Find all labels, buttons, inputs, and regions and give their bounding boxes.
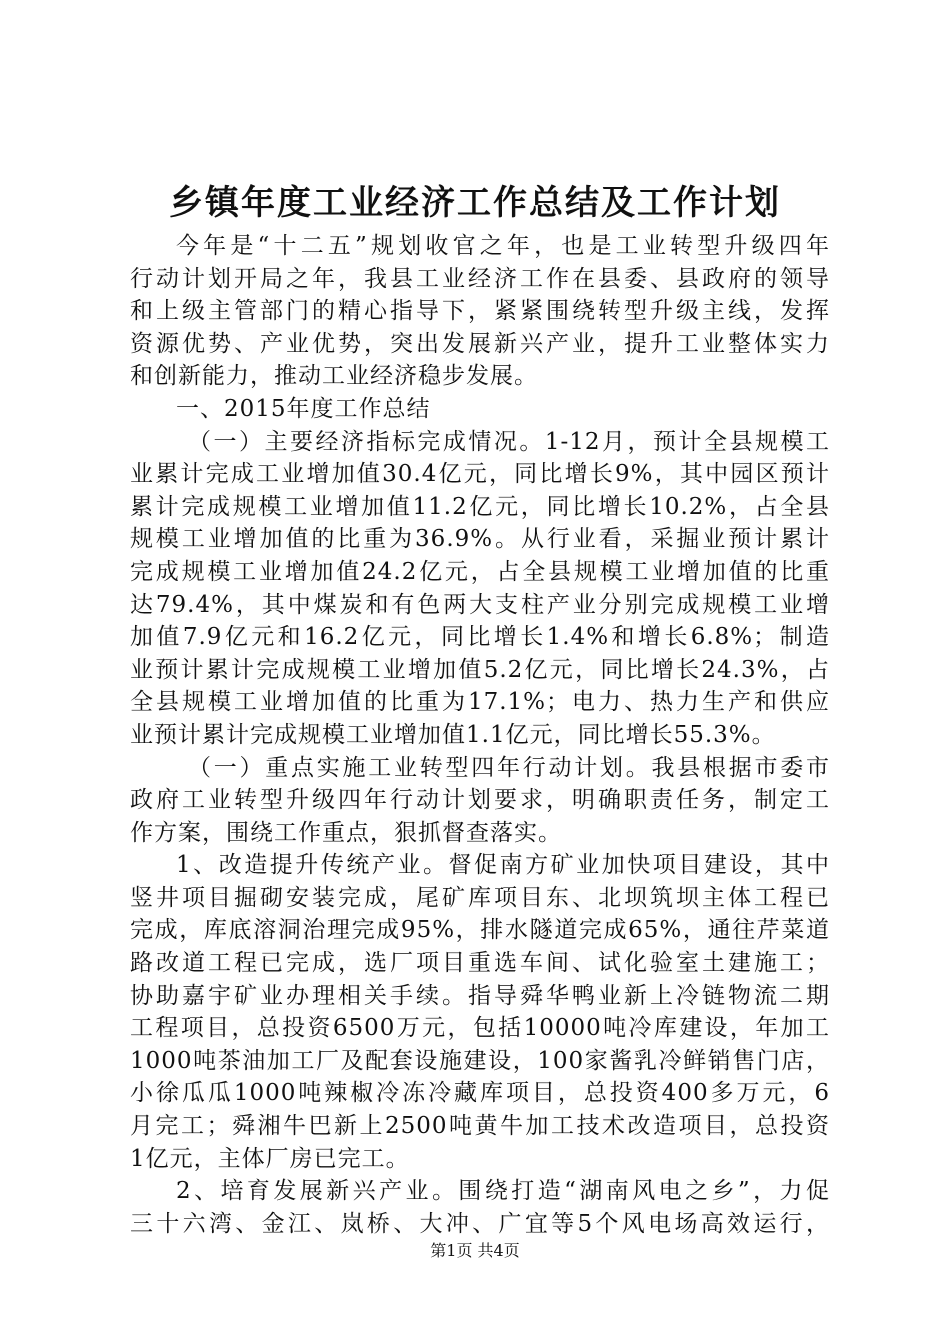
paragraph-line: 2、培育发展新兴产业。围绕打造“湖南风电之乡”，力促 bbox=[176, 1178, 830, 1205]
paragraph-line: 协助嘉宇矿业办理相关手续。指导舜华鸭业新上冷链物流二期 bbox=[130, 982, 830, 1009]
paragraph-line: 月完工；舜湘牛巴新上2500吨黄牛加工技术改造项目，总投资 bbox=[130, 1113, 830, 1140]
paragraph-line: 业预计累计完成规模工业增加值5.2亿元，同比增长24.3%，占 bbox=[130, 656, 830, 683]
document-title: 乡镇年度工业经济工作总结及工作计划 bbox=[169, 183, 781, 223]
paragraph-line: 路改道工程已完成，选厂项目重选车间、试化验室土建施工； bbox=[130, 950, 830, 977]
page-number: 第1页 共4页 bbox=[430, 1241, 520, 1260]
paragraph-line: 三十六湾、金江、岚桥、大冲、广宜等5个风电场高效运行， bbox=[130, 1210, 830, 1237]
paragraph-line: 和创新能力，推动工业经济稳步发展。 bbox=[130, 363, 538, 390]
paragraph-line: （一）重点实施工业转型四年行动计划。我县根据市委市 bbox=[188, 754, 830, 781]
paragraph-line: 和上级主管部门的精心指导下，紧紧围绕转型升级主线，发挥 bbox=[130, 298, 830, 325]
paragraph-line: （一）主要经济指标完成情况。1-12月，预计全县规模工 bbox=[188, 428, 830, 455]
paragraph-line: 业预计累计完成规模工业增加值1.1亿元，同比增长55.3%。 bbox=[130, 721, 776, 748]
paragraph-line: 达79.4%，其中煤炭和有色两大支柱产业分别完成规模工业增 bbox=[130, 591, 830, 618]
paragraph-line: 行动计划开局之年，我县工业经济工作在县委、县政府的领导 bbox=[130, 265, 830, 292]
paragraph-line: 完成规模工业增加值24.2亿元，占全县规模工业增加值的比重 bbox=[130, 558, 830, 585]
paragraph-line: 今年是“十二五”规划收官之年，也是工业转型升级四年 bbox=[176, 233, 830, 259]
paragraph-line: 小徐瓜瓜1000吨辣椒冷冻冷藏库项目，总投资400多万元，6 bbox=[130, 1080, 830, 1107]
paragraph-line: 业累计完成工业增加值30.4亿元，同比增长9%，其中园区预计 bbox=[130, 461, 830, 488]
paragraph-line: 加值7.9亿元和16.2亿元，同比增长1.4%和增长6.8%；制造 bbox=[130, 624, 830, 651]
paragraph-line: 规模工业增加值的比重为36.9%。从行业看，采掘业预计累计 bbox=[130, 526, 830, 553]
paragraph-line: 政府工业转型升级四年行动计划要求，明确职责任务，制定工 bbox=[130, 787, 830, 814]
paragraph-line: 完成，库底溶洞治理完成95%，排水隧道完成65%，通往芹菜道 bbox=[130, 917, 830, 944]
paragraph-line: 1000吨茶油加工厂及配套设施建设，100家酱乳冷鲜销售门店， bbox=[130, 1047, 830, 1074]
paragraph-line: 全县规模工业增加值的比重为17.1%；电力、热力生产和供应 bbox=[130, 689, 830, 716]
paragraph-line: 累计完成规模工业增加值11.2亿元，同比增长10.2%，占全县 bbox=[130, 493, 830, 520]
paragraph-line: 1、改造提升传统产业。督促南方矿业加快项目建设，其中 bbox=[176, 852, 830, 879]
paragraph-line: 工程项目，总投资6500万元，包括10000吨冷库建设，年加工 bbox=[130, 1015, 830, 1042]
paragraph-line: 作方案，围绕工作重点，狠抓督查落实。 bbox=[130, 819, 562, 846]
section-heading: 一、2015年度工作总结 bbox=[176, 395, 431, 422]
paragraph-line: 1亿元，主体厂房已完工。 bbox=[130, 1145, 410, 1172]
document-body bbox=[130, 230, 830, 1240]
paragraph-line: 竖井项目掘砌安装完成，尾矿库项目东、北坝筑坝主体工程已 bbox=[130, 884, 830, 911]
paragraph-line: 资源优势、产业优势，突出发展新兴产业，提升工业整体实力 bbox=[130, 330, 830, 357]
